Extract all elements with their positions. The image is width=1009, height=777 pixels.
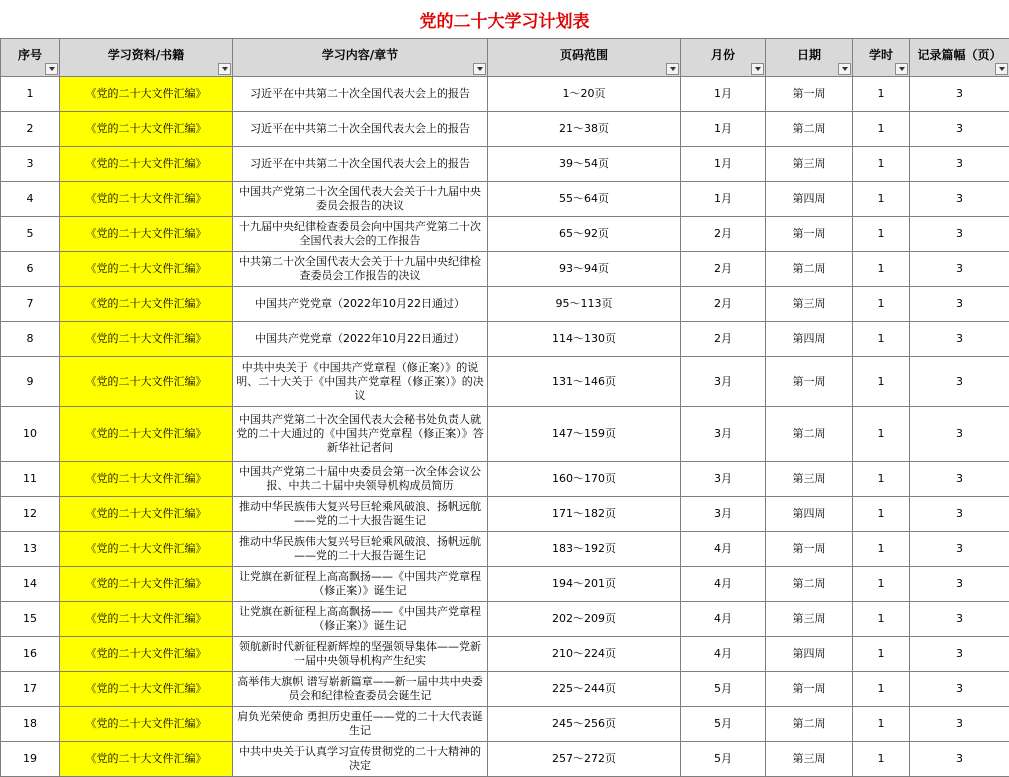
table-row: [1, 147, 1009, 182]
cell-content[interactable]: 高举伟大旗帜 谱写崭新篇章——新一届中共中央委员会和纪律检查委员会诞生记: [233, 672, 488, 707]
cell-hours[interactable]: 1: [853, 532, 910, 567]
cell-records[interactable]: 3: [910, 407, 1009, 462]
cell-book[interactable]: 《党的二十大文件汇编》: [60, 357, 233, 407]
cell-month[interactable]: 4月: [681, 637, 766, 672]
cell-no[interactable]: 9: [1, 357, 60, 407]
header-month: [681, 39, 766, 77]
header-book: [60, 39, 233, 77]
cell-month[interactable]: 4月: [681, 602, 766, 637]
filter-dropdown-icon[interactable]: [666, 63, 679, 75]
cell-pages[interactable]: 131～146页: [488, 357, 681, 407]
cell-date[interactable]: 第一周: [766, 77, 853, 112]
cell-no[interactable]: 4: [1, 182, 60, 217]
cell-records[interactable]: 3: [910, 252, 1009, 287]
table-row: [1, 182, 1009, 217]
cell-month[interactable]: 3月: [681, 462, 766, 497]
cell-records[interactable]: 3: [910, 322, 1009, 357]
cell-content[interactable]: 推动中华民族伟大复兴号巨轮乘风破浪、扬帆远航——党的二十大报告诞生记: [233, 497, 488, 532]
cell-hours[interactable]: 1: [853, 497, 910, 532]
cell-date[interactable]: 第一周: [766, 217, 853, 252]
cell-book[interactable]: 《党的二十大文件汇编》: [60, 252, 233, 287]
cell-date[interactable]: 第三周: [766, 287, 853, 322]
cell-records[interactable]: 3: [910, 742, 1009, 777]
cell-content[interactable]: 中共中央关于《中国共产党章程（修正案）》的说明、二十大关于《中国共产党章程（修正案）》的决议: [233, 357, 488, 407]
cell-no[interactable]: 1: [1, 77, 60, 112]
cell-book[interactable]: 《党的二十大文件汇编》: [60, 217, 233, 252]
header-hours: [853, 39, 910, 77]
cell-hours[interactable]: 1: [853, 217, 910, 252]
table-row: [1, 462, 1009, 497]
cell-no[interactable]: 19: [1, 742, 60, 777]
filter-dropdown-icon[interactable]: [473, 63, 486, 75]
cell-book[interactable]: 《党的二十大文件汇编》: [60, 602, 233, 637]
cell-hours[interactable]: 1: [853, 672, 910, 707]
header-label: 记录篇幅（页）: [917, 47, 1002, 62]
cell-book[interactable]: 《党的二十大文件汇编》: [60, 672, 233, 707]
cell-content[interactable]: 推动中华民族伟大复兴号巨轮乘风破浪、扬帆远航——党的二十大报告诞生记: [233, 532, 488, 567]
cell-pages[interactable]: 225～244页: [488, 672, 681, 707]
filter-dropdown-icon[interactable]: [751, 63, 764, 75]
cell-no[interactable]: 14: [1, 567, 60, 602]
cell-content[interactable]: 习近平在中共第二十次全国代表大会上的报告: [233, 77, 488, 112]
filter-dropdown-icon[interactable]: [995, 63, 1008, 75]
cell-hours[interactable]: 1: [853, 407, 910, 462]
cell-hours[interactable]: 1: [853, 287, 910, 322]
cell-book[interactable]: 《党的二十大文件汇编》: [60, 182, 233, 217]
header-pages: [488, 39, 681, 77]
header-date: [766, 39, 853, 77]
cell-records[interactable]: 3: [910, 497, 1009, 532]
cell-book[interactable]: 《党的二十大文件汇编》: [60, 637, 233, 672]
cell-month[interactable]: 1月: [681, 77, 766, 112]
header-records: [910, 39, 1009, 77]
cell-pages[interactable]: 245～256页: [488, 707, 681, 742]
cell-date[interactable]: 第四周: [766, 497, 853, 532]
cell-book[interactable]: 《党的二十大文件汇编》: [60, 112, 233, 147]
cell-records[interactable]: 3: [910, 462, 1009, 497]
cell-content[interactable]: 习近平在中共第二十次全国代表大会上的报告: [233, 147, 488, 182]
cell-pages[interactable]: 257～272页: [488, 742, 681, 777]
cell-pages[interactable]: 93～94页: [488, 252, 681, 287]
cell-content[interactable]: 中共中央关于认真学习宣传贯彻党的二十大精神的决定: [233, 742, 488, 777]
table-row: [1, 407, 1009, 462]
cell-no[interactable]: 15: [1, 602, 60, 637]
cell-content[interactable]: 十九届中央纪律检查委员会向中国共产党第二十次全国代表大会的工作报告: [233, 217, 488, 252]
cell-pages[interactable]: 194～201页: [488, 567, 681, 602]
cell-hours[interactable]: 1: [853, 462, 910, 497]
filter-dropdown-icon[interactable]: [895, 63, 908, 75]
cell-date[interactable]: 第二周: [766, 252, 853, 287]
cell-content[interactable]: 让党旗在新征程上高高飘扬——《中国共产党章程（修正案）》诞生记: [233, 602, 488, 637]
cell-month[interactable]: 2月: [681, 217, 766, 252]
header-content: [233, 39, 488, 77]
cell-date[interactable]: 第一周: [766, 357, 853, 407]
cell-month[interactable]: 4月: [681, 532, 766, 567]
table-row: [1, 567, 1009, 602]
cell-no[interactable]: 5: [1, 217, 60, 252]
cell-pages[interactable]: 202～209页: [488, 602, 681, 637]
header-row: [1, 39, 1009, 77]
cell-pages[interactable]: 210～224页: [488, 637, 681, 672]
header-label: 学习内容/章节: [321, 47, 399, 62]
cell-date[interactable]: 第一周: [766, 672, 853, 707]
cell-records[interactable]: 3: [910, 602, 1009, 637]
cell-book[interactable]: 《党的二十大文件汇编》: [60, 77, 233, 112]
cell-records[interactable]: 3: [910, 182, 1009, 217]
cell-hours[interactable]: 1: [853, 602, 910, 637]
cell-month[interactable]: 2月: [681, 322, 766, 357]
cell-hours[interactable]: 1: [853, 147, 910, 182]
cell-no[interactable]: 2: [1, 112, 60, 147]
cell-no[interactable]: 7: [1, 287, 60, 322]
header-label: 学时: [868, 47, 893, 62]
cell-records[interactable]: 3: [910, 217, 1009, 252]
cell-month[interactable]: 2月: [681, 287, 766, 322]
table-row: [1, 322, 1009, 357]
cell-book[interactable]: 《党的二十大文件汇编》: [60, 742, 233, 777]
cell-hours[interactable]: 1: [853, 77, 910, 112]
cell-content[interactable]: 中国共产党党章（2022年10月22日通过）: [233, 287, 488, 322]
cell-hours[interactable]: 1: [853, 357, 910, 407]
header-label: 学习资料/书籍: [107, 47, 185, 62]
study-plan-table: [0, 38, 1009, 777]
cell-no[interactable]: 8: [1, 322, 60, 357]
cell-pages[interactable]: 160～170页: [488, 462, 681, 497]
header-label: 日期: [796, 47, 821, 62]
header-label: 序号: [17, 47, 42, 62]
cell-pages[interactable]: 21～38页: [488, 112, 681, 147]
cell-no[interactable]: 12: [1, 497, 60, 532]
table-row: [1, 532, 1009, 567]
cell-month[interactable]: 3月: [681, 357, 766, 407]
cell-date[interactable]: 第二周: [766, 407, 853, 462]
cell-content[interactable]: 肩负光荣使命 勇担历史重任——党的二十大代表诞生记: [233, 707, 488, 742]
table-row: [1, 602, 1009, 637]
cell-month[interactable]: 5月: [681, 707, 766, 742]
cell-no[interactable]: 16: [1, 637, 60, 672]
cell-no[interactable]: 3: [1, 147, 60, 182]
cell-date[interactable]: 第四周: [766, 322, 853, 357]
cell-date[interactable]: 第三周: [766, 462, 853, 497]
cell-content[interactable]: 领航新时代新征程新辉煌的坚强领导集体——党新一届中央领导机构产生纪实: [233, 637, 488, 672]
cell-content[interactable]: 中国共产党第二十届中央委员会第一次全体会议公报、中共二十届中央领导机构成员简历: [233, 462, 488, 497]
cell-pages[interactable]: 1～20页: [488, 77, 681, 112]
table-row: [1, 672, 1009, 707]
cell-month[interactable]: 3月: [681, 407, 766, 462]
cell-pages[interactable]: 114～130页: [488, 322, 681, 357]
cell-no[interactable]: 6: [1, 252, 60, 287]
cell-book[interactable]: 《党的二十大文件汇编》: [60, 497, 233, 532]
cell-book[interactable]: 《党的二十大文件汇编》: [60, 462, 233, 497]
cell-book[interactable]: 《党的二十大文件汇编》: [60, 532, 233, 567]
table-row: [1, 742, 1009, 777]
cell-records[interactable]: 3: [910, 707, 1009, 742]
cell-records[interactable]: 3: [910, 77, 1009, 112]
cell-date[interactable]: 第三周: [766, 147, 853, 182]
cell-book[interactable]: 《党的二十大文件汇编》: [60, 567, 233, 602]
cell-date[interactable]: 第四周: [766, 182, 853, 217]
cell-date[interactable]: 第三周: [766, 742, 853, 777]
filter-dropdown-icon[interactable]: [218, 63, 231, 75]
header-label: 页码范围: [559, 47, 608, 62]
table-row: [1, 707, 1009, 742]
cell-month[interactable]: 5月: [681, 742, 766, 777]
cell-hours[interactable]: 1: [853, 322, 910, 357]
cell-date[interactable]: 第二周: [766, 112, 853, 147]
table-row: [1, 357, 1009, 407]
table-row: [1, 77, 1009, 112]
cell-month[interactable]: 1月: [681, 147, 766, 182]
cell-hours[interactable]: 1: [853, 252, 910, 287]
cell-month[interactable]: 2月: [681, 252, 766, 287]
header-label: 月份: [710, 47, 735, 62]
table-row: [1, 287, 1009, 322]
cell-book[interactable]: 《党的二十大文件汇编》: [60, 147, 233, 182]
sheet-title: 党的二十大学习计划表: [0, 0, 1009, 39]
cell-records[interactable]: 3: [910, 532, 1009, 567]
cell-date[interactable]: 第一周: [766, 532, 853, 567]
cell-book[interactable]: 《党的二十大文件汇编》: [60, 287, 233, 322]
filter-dropdown-icon[interactable]: [45, 63, 58, 75]
cell-records[interactable]: 3: [910, 112, 1009, 147]
cell-book[interactable]: 《党的二十大文件汇编》: [60, 707, 233, 742]
cell-month[interactable]: 3月: [681, 497, 766, 532]
cell-records[interactable]: 3: [910, 287, 1009, 322]
header-no: [1, 39, 60, 77]
cell-content[interactable]: 中国共产党第二十次全国代表大会关于十九届中央委员会报告的决议: [233, 182, 488, 217]
cell-pages[interactable]: 147～159页: [488, 407, 681, 462]
cell-records[interactable]: 3: [910, 672, 1009, 707]
cell-no[interactable]: 17: [1, 672, 60, 707]
cell-pages[interactable]: 171～182页: [488, 497, 681, 532]
cell-no[interactable]: 10: [1, 407, 60, 462]
cell-month[interactable]: 4月: [681, 567, 766, 602]
cell-records[interactable]: 3: [910, 567, 1009, 602]
cell-date[interactable]: 第二周: [766, 567, 853, 602]
cell-month[interactable]: 1月: [681, 182, 766, 217]
table-row: [1, 252, 1009, 287]
cell-no[interactable]: 18: [1, 707, 60, 742]
cell-hours[interactable]: 1: [853, 112, 910, 147]
cell-hours[interactable]: 1: [853, 742, 910, 777]
cell-hours[interactable]: 1: [853, 637, 910, 672]
cell-content[interactable]: 让党旗在新征程上高高飘扬——《中国共产党章程（修正案）》诞生记: [233, 567, 488, 602]
cell-book[interactable]: 《党的二十大文件汇编》: [60, 407, 233, 462]
cell-pages[interactable]: 95～113页: [488, 287, 681, 322]
table-row: [1, 637, 1009, 672]
cell-pages[interactable]: 39～54页: [488, 147, 681, 182]
cell-date[interactable]: 第四周: [766, 637, 853, 672]
cell-records[interactable]: 3: [910, 357, 1009, 407]
table-row: [1, 112, 1009, 147]
cell-book[interactable]: 《党的二十大文件汇编》: [60, 322, 233, 357]
filter-dropdown-icon[interactable]: [838, 63, 851, 75]
cell-month[interactable]: 5月: [681, 672, 766, 707]
cell-pages[interactable]: 183～192页: [488, 532, 681, 567]
cell-records[interactable]: 3: [910, 637, 1009, 672]
cell-content[interactable]: 中国共产党第二十次全国代表大会秘书处负责人就党的二十大通过的《中国共产党章程（修正案）》答新华社记者问: [233, 407, 488, 462]
cell-pages[interactable]: 55～64页: [488, 182, 681, 217]
cell-no[interactable]: 11: [1, 462, 60, 497]
cell-hours[interactable]: 1: [853, 707, 910, 742]
cell-content[interactable]: 中国共产党党章（2022年10月22日通过）: [233, 322, 488, 357]
cell-hours[interactable]: 1: [853, 182, 910, 217]
table-row: [1, 217, 1009, 252]
cell-records[interactable]: 3: [910, 147, 1009, 182]
cell-content[interactable]: 习近平在中共第二十次全国代表大会上的报告: [233, 112, 488, 147]
cell-date[interactable]: 第三周: [766, 602, 853, 637]
cell-month[interactable]: 1月: [681, 112, 766, 147]
cell-no[interactable]: 13: [1, 532, 60, 567]
cell-content[interactable]: 中共第二十次全国代表大会关于十九届中央纪律检查委员会工作报告的决议: [233, 252, 488, 287]
table-row: [1, 497, 1009, 532]
cell-pages[interactable]: 65～92页: [488, 217, 681, 252]
cell-date[interactable]: 第二周: [766, 707, 853, 742]
cell-hours[interactable]: 1: [853, 567, 910, 602]
